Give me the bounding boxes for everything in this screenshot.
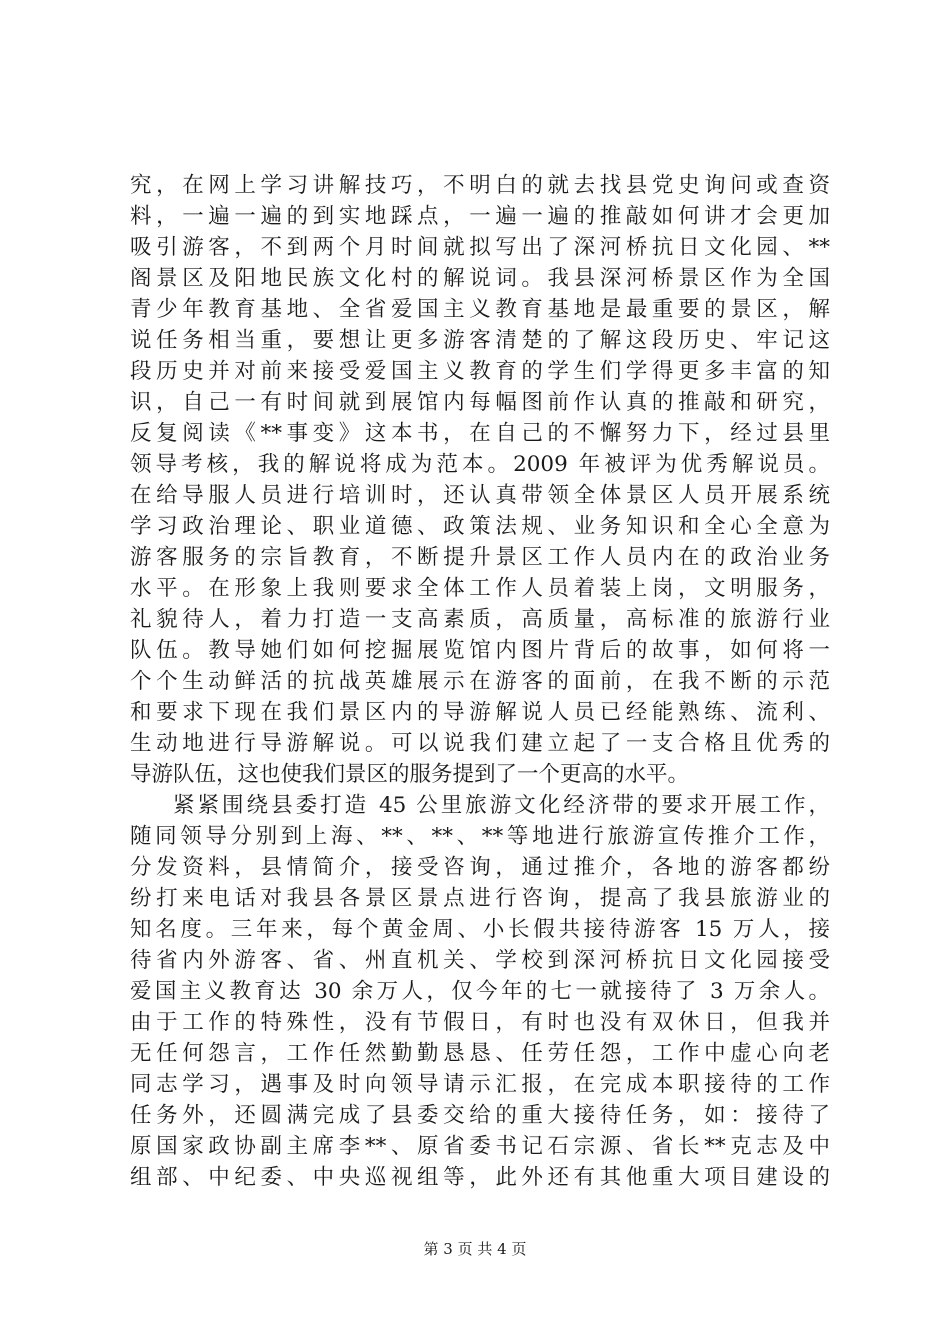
- text-line: 同志学习，遇事及时向领导请示汇报，在完成本职接待的工作: [130, 1072, 830, 1097]
- text-line: 生动地进行导游解说。可以说我们建立起了一支合格且优秀的: [130, 731, 830, 756]
- text-line: 吸引游客，不到两个月时间就拟写出了深河桥抗日文化园、**: [130, 235, 830, 260]
- text-line: 分发资料，县情简介，接受咨询，通过推介，各地的游客都纷: [130, 855, 830, 880]
- text-line: 游客服务的宗旨教育，不断提升景区工作人员内在的政治业务: [130, 545, 830, 570]
- text-line: 由于工作的特殊性，没有节假日，有时也没有双休日，但我并: [130, 1010, 830, 1035]
- text-line: 知名度。三年来，每个黄金周、小长假共接待游客 15 万人，接: [130, 917, 830, 942]
- text-line: 组部、中纪委、中央巡视组等，此外还有其他重大项目建设的: [130, 1165, 830, 1190]
- text-line: 爱国主义教育达 30 余万人，仅今年的七一就接待了 3 万余人。: [130, 979, 830, 1004]
- text-line: 阁景区及阳地民族文化村的解说词。我县深河桥景区作为全国: [130, 266, 830, 291]
- text-line: 究，在网上学习讲解技巧，不明白的就去找县党史询问或查资: [130, 173, 830, 198]
- text-line: 纷打来电话对我县各景区景点进行咨询，提高了我县旅游业的: [130, 886, 830, 911]
- text-line: 段历史并对前来接受爱国主义教育的学生们学得更多丰富的知: [130, 359, 830, 384]
- text-line: 青少年教育基地、全省爱国主义教育基地是最重要的景区，解: [130, 297, 830, 322]
- text-line: 个个生动鲜活的抗战英雄展示在游客的面前，在我不断的示范: [130, 669, 830, 694]
- text-line: 原国家政协副主席李**、原省委书记石宗源、省长**克志及中: [130, 1134, 830, 1159]
- text-line: 导游队伍，这也使我们景区的服务提到了一个更高的水平。: [130, 762, 690, 787]
- text-line: 说任务相当重，要想让更多游客清楚的了解这段历史、牢记这: [130, 328, 830, 353]
- text-line: 随同领导分别到上海、**、**、**等地进行旅游宣传推介工作，: [130, 824, 830, 849]
- document-body: [130, 170, 830, 1193]
- paragraph: [130, 790, 830, 1193]
- text-line: 和要求下现在我们景区内的导游解说人员已经能熟练、流利、: [130, 700, 830, 725]
- text-line: 紧紧围绕县委打造 45 公里旅游文化经济带的要求开展工作，: [173, 793, 830, 818]
- text-line: 领导考核，我的解说将成为范本。2009 年被评为优秀解说员。: [130, 452, 830, 477]
- text-line: 料，一遍一遍的到实地踩点，一遍一遍的推敲如何讲才会更加: [130, 204, 830, 229]
- text-line: 识，自己一有时间就到展馆内每幅图前作认真的推敲和研究，: [130, 390, 830, 415]
- page-number-label: 第 3 页 共 4 页: [423, 1240, 527, 1258]
- text-line: 礼貌待人，着力打造一支高素质，高质量，高标准的旅游行业: [130, 607, 830, 632]
- text-line: 无任何怨言，工作任然勤勤恳恳、任劳任怨，工作中虚心向老: [130, 1041, 830, 1066]
- text-line: 在给导服人员进行培训时，还认真带领全体景区人员开展系统: [130, 483, 830, 508]
- text-line: 待省内外游客、省、州直机关、学校到深河桥抗日文化园接受: [130, 948, 830, 973]
- text-line: 学习政治理论、职业道德、政策法规、业务知识和全心全意为: [130, 514, 830, 539]
- text-line: 任务外，还圆满完成了县委交给的重大接待任务，如：接待了: [130, 1103, 830, 1128]
- paragraph: [130, 170, 830, 790]
- text-line: 反复阅读《**事变》这本书，在自己的不懈努力下，经过县里: [130, 421, 830, 446]
- text-line: 队伍。教导她们如何挖掘展览馆内图片背后的故事，如何将一: [130, 638, 830, 663]
- page-footer: [0, 1239, 950, 1259]
- text-line: 水平。在形象上我则要求全体工作人员着装上岗，文明服务，: [130, 576, 830, 601]
